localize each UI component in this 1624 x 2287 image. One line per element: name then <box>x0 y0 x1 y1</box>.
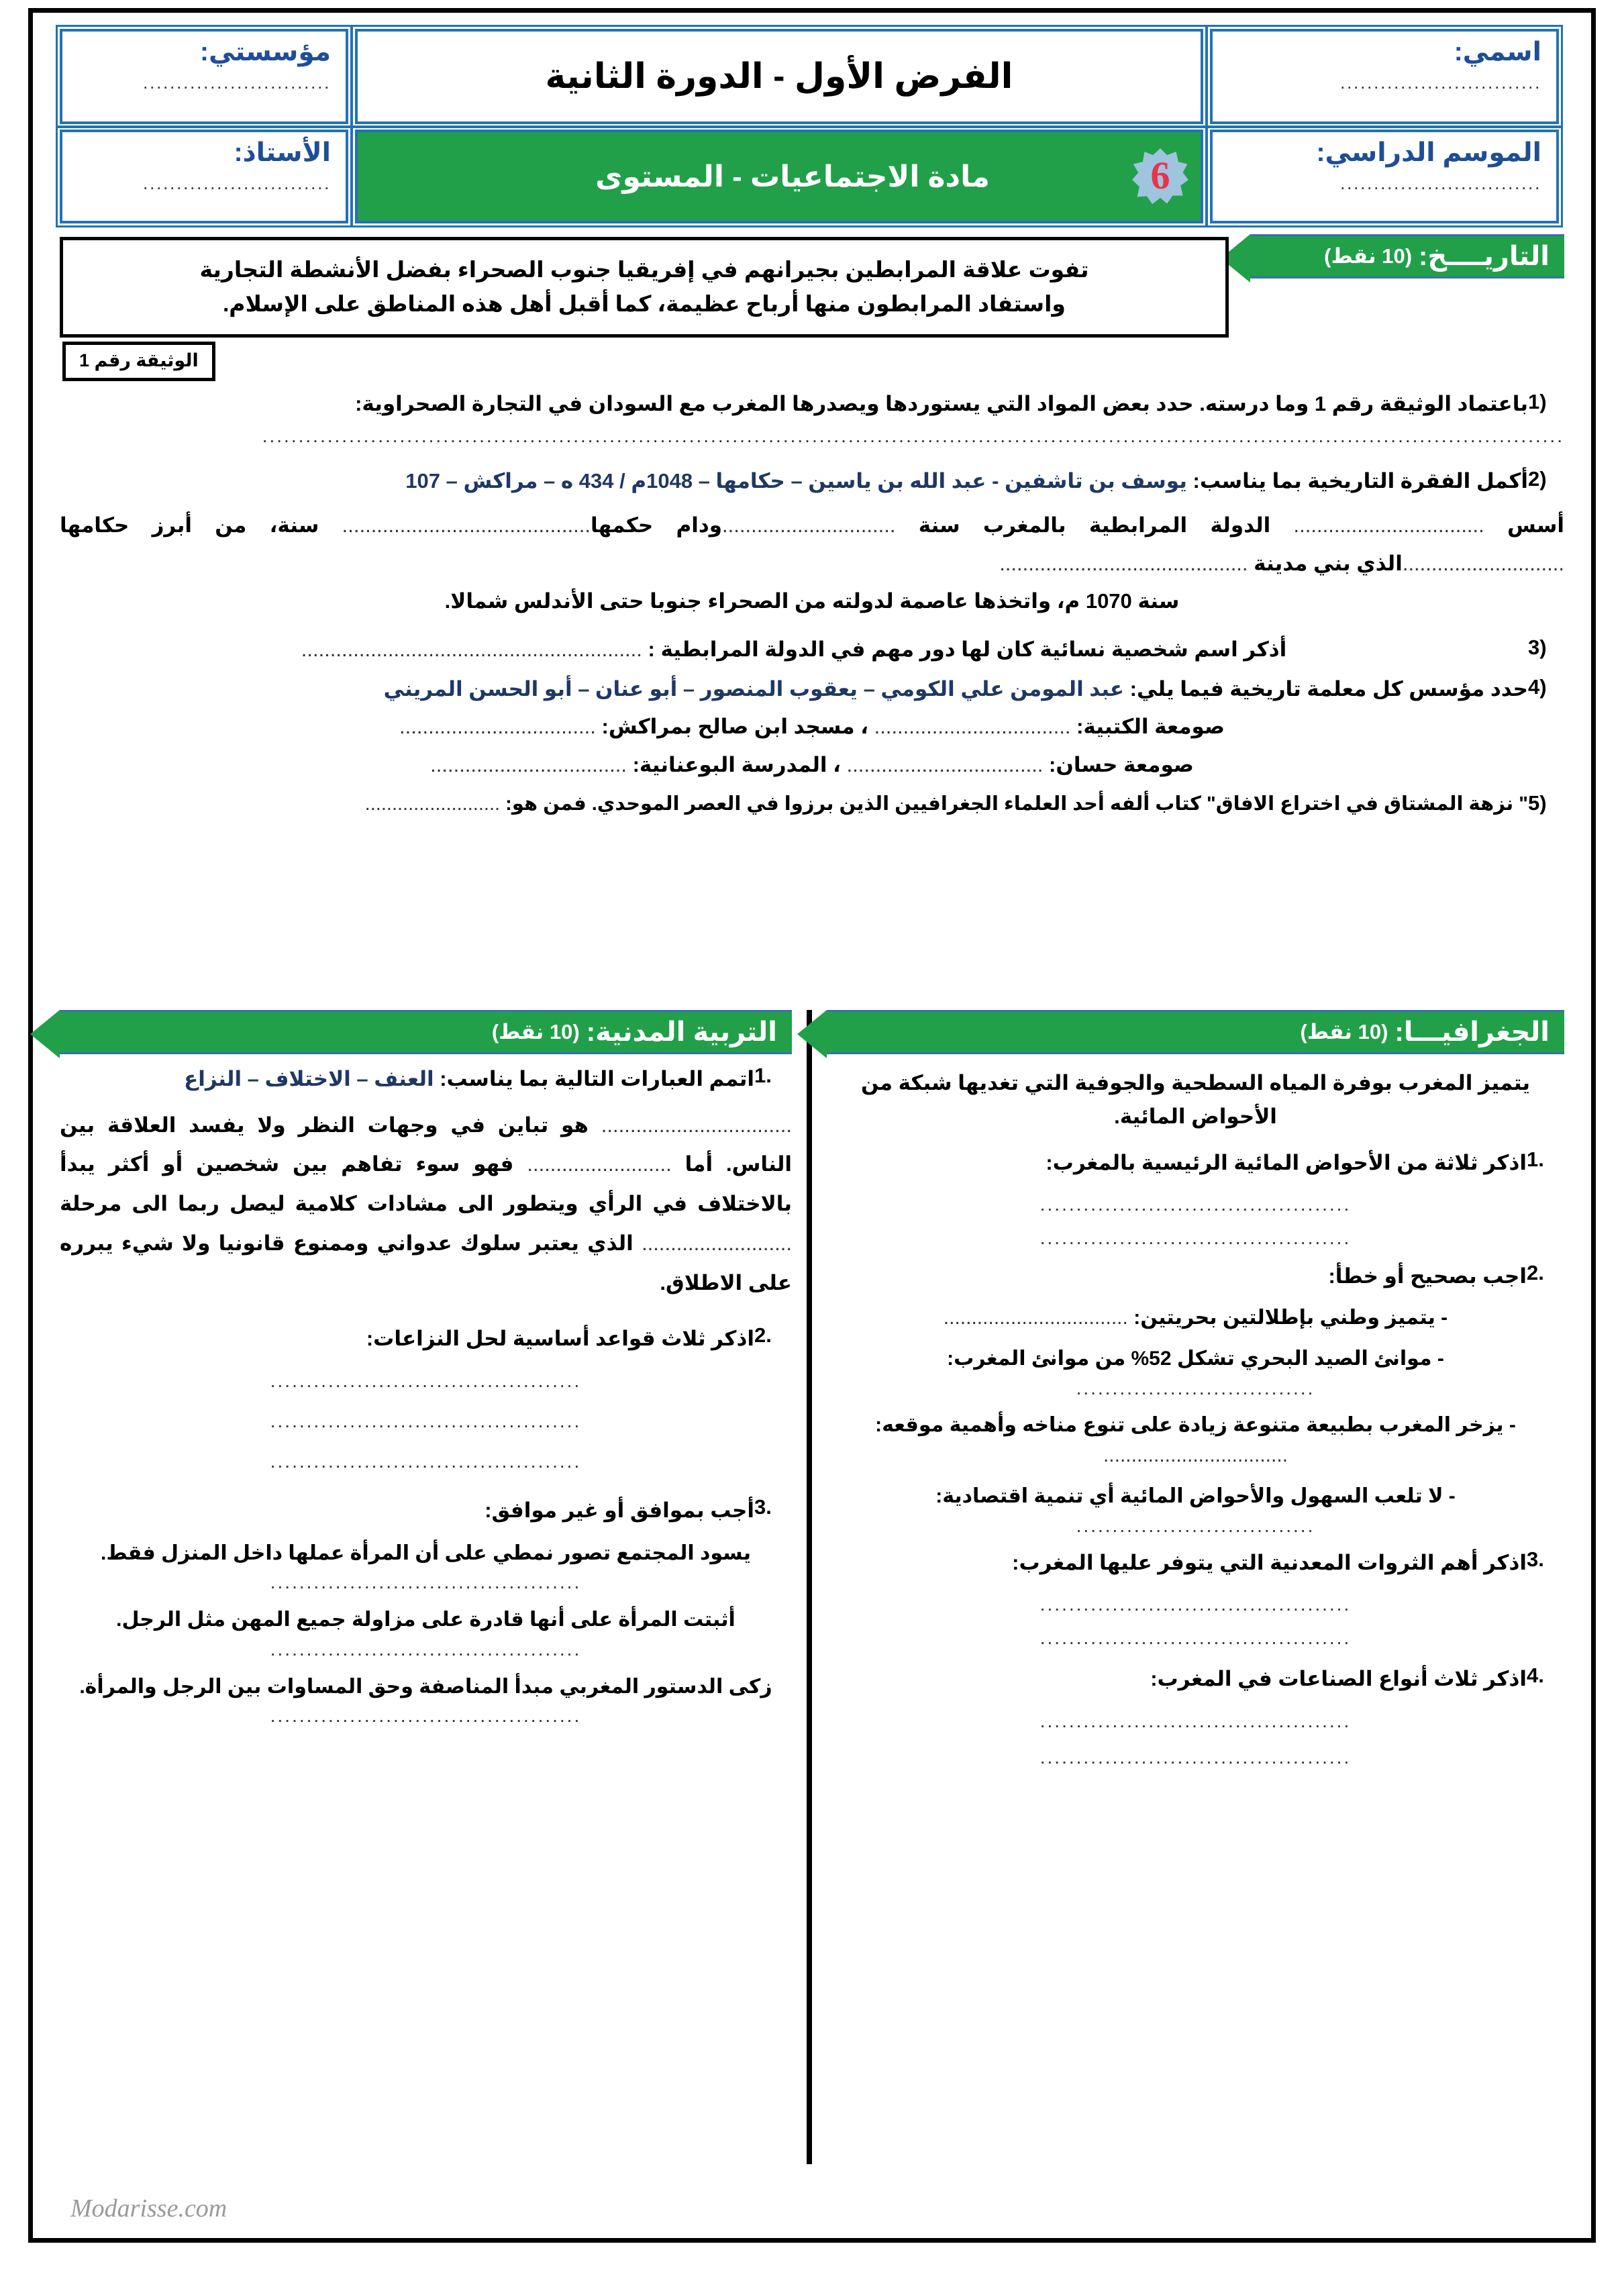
history-question-3 <box>60 634 1564 666</box>
fill-text-e: الذي بني مدينة <box>1248 552 1403 576</box>
item-dots[interactable]: ................................. <box>943 1307 1128 1329</box>
question-number: 4) <box>1528 674 1547 699</box>
civics-q2-dots-1[interactable]: ........................................... <box>270 1370 582 1392</box>
fill-blank[interactable]: ................................. <box>601 1113 792 1137</box>
civics-statement-2: أثبتت المرأة على أنها قادرة على مزاولة جميع المهن مثل الرجل. <box>116 1609 735 1631</box>
student-name-dots: .............................. <box>1339 73 1541 92</box>
institution-dots: ............................ <box>142 73 331 92</box>
civics-title: التربية المدنية: <box>586 1017 777 1047</box>
school-season-dots: .............................. <box>1339 174 1541 193</box>
level-badge-icon <box>1132 148 1188 205</box>
geography-q4-dots-2[interactable]: ........................................... <box>1039 1747 1352 1768</box>
question-number: 3) <box>1528 636 1547 660</box>
exam-title-cell <box>355 29 1203 124</box>
history-q2-fill-paragraph[interactable] <box>60 506 1564 583</box>
geography-question-4 <box>827 1664 1564 1695</box>
question-number: 2. <box>754 1323 772 1347</box>
column-divider <box>807 1010 812 2164</box>
geography-question-1 <box>827 1148 1564 1179</box>
school-season-label: الموسم الدراسي: <box>1316 138 1541 167</box>
geography-q2-item-3 <box>827 1410 1564 1470</box>
civics-section <box>60 1010 804 2164</box>
history-section-header <box>1250 234 1564 278</box>
geography-intro: يتميز المغرب بوفرة المياه السطحية والجوفية التي تغديها شبكة من الأحواض المائية. <box>860 1071 1531 1128</box>
fill-blank[interactable]: .......................... <box>642 1231 792 1256</box>
geography-q1-dots-2[interactable]: ........................................... <box>1039 1227 1352 1248</box>
subject-banner <box>355 130 1203 223</box>
document-line-1: تفوت علاقة المرابطين بجيرانهم في إفريقيا جنوب الصحراء بفضل الأنشطة التجارية <box>199 257 1089 282</box>
question-text: أكمل الفقرة التاريخية بما يناسب: <box>1192 468 1528 493</box>
teacher-label: الأستاذ: <box>234 138 331 167</box>
fill-text-d: سنة، من أبرز حكامها <box>60 513 342 537</box>
civics-question-2 <box>60 1323 792 1355</box>
history-points: (10 نقط) <box>1324 244 1413 268</box>
geography-q2-item-4-dots[interactable]: ................................. <box>1076 1515 1315 1537</box>
question-number: 3. <box>1527 1547 1544 1572</box>
history-section <box>60 234 1564 1006</box>
civics-statement-1-dots[interactable]: ........................................... <box>270 1572 582 1593</box>
civics-q2-dots-3[interactable]: ........................................... <box>270 1451 582 1472</box>
question-number: 5) <box>1528 791 1547 815</box>
answer-dots-q3[interactable]: ........................................................... <box>301 638 642 662</box>
pair-blank-a[interactable]: .................................. <box>874 715 1071 739</box>
civics-points: (10 نقط) <box>491 1020 580 1044</box>
question-text: اذكر ثلاث أنواع الصناعات في المغرب: <box>1150 1666 1527 1690</box>
question-choices: العنف – الاختلاف – النزاع <box>184 1067 434 1090</box>
question-text: أذكر اسم شخصية نسائية كان لها دور مهم في الدولة المرابطية : <box>648 638 1287 662</box>
civics-question-3 <box>60 1495 792 1527</box>
school-season-cell[interactable] <box>1210 130 1559 223</box>
fill-text-a: هو تباين في وجهات النظر ولا يفسد العلاقة بين الناس. أما <box>60 1113 792 1176</box>
student-name-label: اسمي: <box>1454 38 1541 66</box>
civics-q2-dots-2[interactable]: ........................................... <box>270 1411 582 1432</box>
question-number: 4. <box>1527 1663 1544 1687</box>
teacher-dots: ............................ <box>142 174 331 193</box>
page-frame <box>28 8 1596 2243</box>
answer-dots-q1[interactable]: .................................................................................................................................................................................... <box>262 425 1564 446</box>
pair-sep: ، <box>833 752 841 776</box>
exam-title: الفرض الأول - الدورة الثانية <box>545 57 1013 96</box>
site-watermark: Modarisse.com <box>70 2194 227 2223</box>
item-text: - يتميز وطني بإطلالتين بحريتين: <box>1133 1307 1448 1329</box>
answer-dots-q5[interactable]: ......................... <box>364 793 501 815</box>
question-text: اتمم العبارات التالية بما يناسب: <box>440 1067 754 1090</box>
document-line-2: واستفاد المرابطون منها أرباح عظيمة، كما أقبل أهل هذه المناطق على الإسلام. <box>223 291 1066 317</box>
history-question-list <box>60 389 1564 825</box>
question-text: اذكر أهم الثروات المعدنية التي يتوفر عليها المغرب: <box>1012 1551 1527 1575</box>
history-question-4 <box>60 674 1564 705</box>
fill-blank[interactable]: ......................... <box>527 1152 672 1176</box>
question-number: 2. <box>1527 1260 1544 1284</box>
geography-q2-item-4 <box>827 1481 1564 1511</box>
history-question-1 <box>60 389 1564 420</box>
geography-question-2 <box>827 1261 1564 1292</box>
geography-section-header <box>827 1010 1564 1054</box>
history-document-box <box>60 237 1229 338</box>
question-choices: يوسف بن تاشفين - عبد الله بن ياسين – حكامها – 1048م / 434 ه – مراكش – 107 <box>405 468 1187 493</box>
civics-statement-1: يسود المجتمع تصور نمطي على أن المرأة عملها داخل المنزل فقط. <box>101 1541 751 1564</box>
header-row-1 <box>60 29 1559 124</box>
header-table <box>60 29 1559 223</box>
pair-label-a: صومعة حسان: <box>1049 752 1194 776</box>
question-choices: عبد المومن علي الكومي – يعقوب المنصور – أبو عنان – أبو الحسن المريني <box>383 676 1125 701</box>
geography-q2-item-2 <box>827 1343 1564 1374</box>
geography-title: الجغرافيـــا: <box>1394 1017 1550 1047</box>
question-text: حدد مؤسس كل معلمة تاريخية فيما يلي: <box>1129 676 1528 701</box>
pair-label-b: مسجد ابن صالح بمراكش: <box>601 715 855 739</box>
question-text: باعتماد الوثيقة رقم 1 وما درسته. حدد بعض المواد التي يستوردها ويصدرها المغرب مع السودان في التجارة الصحراوية: <box>355 392 1528 415</box>
item-dots[interactable]: ................................. <box>1103 1444 1288 1467</box>
question-number: 1. <box>1527 1148 1544 1172</box>
subject-label: مادة الاجتماعيات - المستوى <box>595 160 990 193</box>
question-text: " نزهة المشتاق في اختراع الافاق" كتاب ألفه أحد العلماء الجغرافيين الذين برزوا في العصر الموحدي. فمن هو: <box>505 793 1528 815</box>
question-text: اذكر ثلاثة من الأحواض المائية الرئيسية بالمغرب: <box>1046 1151 1527 1175</box>
fill-blank[interactable]: ........................................... <box>342 513 591 537</box>
civics-section-header <box>60 1010 792 1054</box>
question-number: 2) <box>1528 466 1547 491</box>
fill-blank[interactable]: .............................. <box>722 513 896 537</box>
civics-statement-3: زكى الدستور المغربي مبدأ المناصفة وحق المساوات بين الرجل والمرأة. <box>79 1675 772 1698</box>
level-number: 6 <box>1150 153 1170 197</box>
institution-cell[interactable] <box>60 29 348 124</box>
item-text: - لا تلعب السهول والأحواض المائية أي تنمية اقتصادية: <box>935 1485 1456 1508</box>
institution-label: مؤسستي: <box>200 38 331 66</box>
civics-question-1 <box>60 1064 792 1095</box>
question-number: 1. <box>754 1064 772 1087</box>
civics-q1-fill-paragraph[interactable] <box>60 1106 792 1303</box>
history-q4-pair-1[interactable] <box>60 711 1564 743</box>
fill-blank[interactable]: ........................................... <box>999 552 1248 576</box>
pair-label-b: المدرسة البوعنانية: <box>632 752 827 776</box>
geography-q4-dots-1[interactable]: ........................................... <box>1039 1711 1352 1732</box>
geography-q1-dots-1[interactable]: ........................................... <box>1039 1193 1352 1215</box>
fill-blank[interactable]: ................................. <box>1293 513 1484 537</box>
item-text: - موانئ الصيد البحري تشكل 52% من موانئ المغرب: <box>947 1348 1444 1370</box>
geography-points: (10 نقط) <box>1300 1020 1388 1044</box>
geography-section <box>815 1010 1564 2164</box>
fill-text-a: أسس <box>1484 513 1564 537</box>
history-question-2 <box>60 466 1564 497</box>
fill-text-b: فهو سوء تفاهم بين شخصين أو أكثر يبدأ بالاختلاف في الرأي ويتطور الى مشادات كلامية ليصل ربما الى مرحلة <box>60 1152 792 1216</box>
student-name-cell[interactable] <box>1210 29 1559 124</box>
item-text: - يزخر المغرب بطبيعة متنوعة زيادة على تنوع مناخه وأهمية موقعه: <box>875 1414 1516 1437</box>
question-text: أجب بموافق أو غير موافق: <box>485 1498 754 1523</box>
pair-blank-a[interactable]: .................................. <box>846 752 1044 776</box>
pair-sep: ، <box>860 715 868 739</box>
question-text: اذكر ثلاث قواعد أساسية لحل النزاعات: <box>366 1326 754 1350</box>
teacher-cell[interactable] <box>60 130 348 223</box>
fill-text-c: الذي يعتبر سلوك عدواني وممنوع قانونيا ولا شيء يبرره على الاطلاق. <box>60 1231 792 1295</box>
fill-text-b: الدولة المرابطية بالمغرب سنة <box>895 513 1294 537</box>
civics-statement-2-dots[interactable]: ........................................... <box>270 1638 582 1660</box>
document-tag: الوثيقة رقم 1 <box>62 342 215 381</box>
history-q2-fill-line3: سنة 1070 م، واتخذها عاصمة لدولته من الصحراء جنوبا حتى الأندلس شمالا. <box>444 589 1180 613</box>
question-text: اجب بصحيح أو خطأ: <box>1328 1264 1527 1288</box>
fill-blank[interactable]: ............................ <box>1402 552 1564 576</box>
header-row-2 <box>60 130 1559 223</box>
pair-blank-b[interactable]: .................................. <box>430 752 627 776</box>
geography-q3-dots-2[interactable]: ........................................... <box>1039 1627 1352 1648</box>
history-q4-pair-2[interactable] <box>60 750 1564 781</box>
history-question-5 <box>60 790 1564 819</box>
question-number: 1) <box>1528 390 1547 413</box>
fill-text-c: ودام حكمها <box>590 513 723 537</box>
lower-columns <box>60 1010 1564 2164</box>
pair-label-a: صومعة الكتبية: <box>1076 715 1225 739</box>
question-number: 3. <box>754 1495 772 1519</box>
civics-statement-3-dots[interactable]: ........................................... <box>270 1705 582 1727</box>
pair-blank-b[interactable]: .................................. <box>399 715 596 739</box>
geography-question-3 <box>827 1547 1564 1579</box>
geography-q2-item-2-dots[interactable]: ................................. <box>1076 1378 1315 1399</box>
geography-q3-dots-1[interactable]: ........................................... <box>1039 1593 1352 1615</box>
geography-q2-item-1[interactable] <box>827 1303 1564 1333</box>
history-title: التاريــــخ: <box>1419 242 1550 271</box>
